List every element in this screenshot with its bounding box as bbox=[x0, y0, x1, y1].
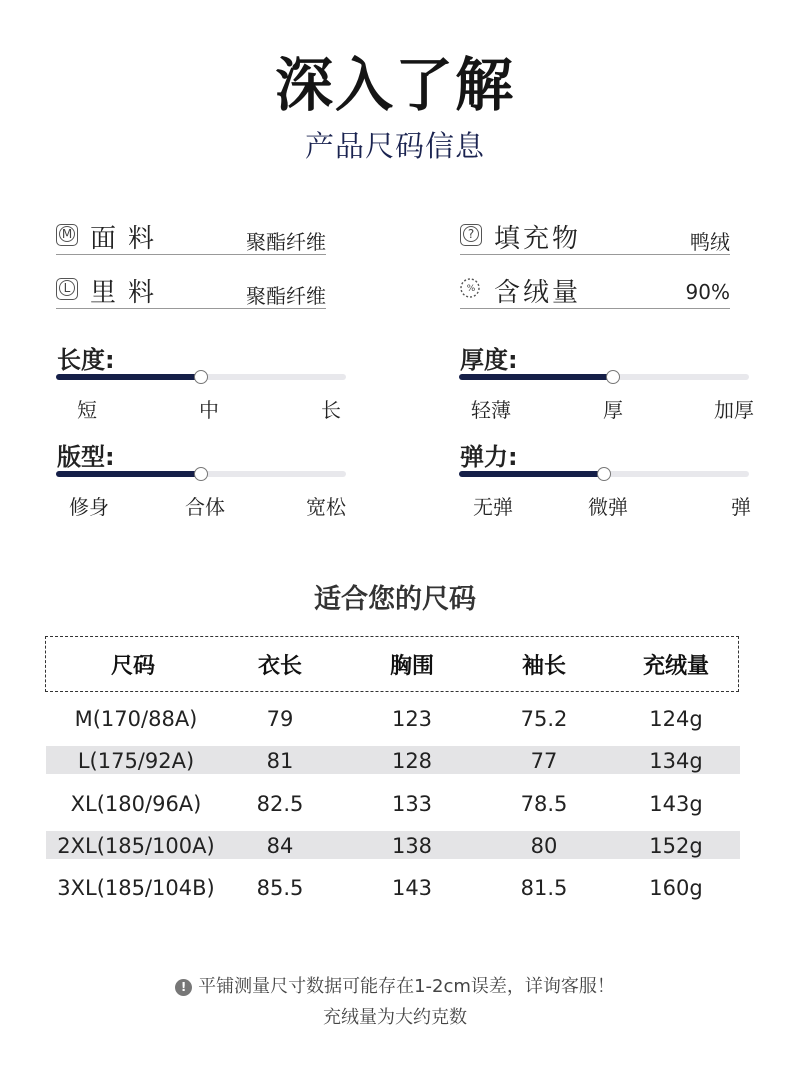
material-row-filling bbox=[460, 220, 730, 255]
slider-tick: 无弹 bbox=[473, 495, 513, 519]
slider-tick: 中 bbox=[199, 398, 219, 422]
table-header-cell: 尺码 bbox=[110, 654, 156, 679]
table-header-cell: 衣长 bbox=[257, 654, 303, 679]
slider-tick: 修身 bbox=[69, 495, 109, 519]
table-cell: 124g bbox=[649, 707, 703, 731]
material-value: 聚酯纤维 bbox=[246, 230, 326, 254]
table-row bbox=[46, 746, 740, 774]
l-badge-icon: L bbox=[56, 278, 78, 300]
table-cell: 81.5 bbox=[520, 876, 568, 900]
slider-tick: 宽松 bbox=[306, 495, 346, 519]
table-header-cell: 充绒量 bbox=[642, 654, 710, 679]
table-row bbox=[46, 873, 740, 901]
material-value: 聚酯纤维 bbox=[246, 284, 326, 308]
question-badge-icon: ? bbox=[460, 224, 482, 246]
m-badge-icon: M bbox=[56, 224, 78, 246]
size-table-header bbox=[45, 636, 739, 692]
table-cell: 133 bbox=[391, 792, 433, 816]
table-cell: XL(180/96A) bbox=[70, 792, 202, 816]
material-label: 含绒量 bbox=[494, 278, 582, 308]
percent-dial-icon: % bbox=[460, 278, 482, 300]
slider-tick: 弹 bbox=[731, 495, 751, 519]
material-label: 面料 bbox=[90, 224, 167, 254]
slider-tick: 轻薄 bbox=[471, 398, 511, 422]
slider-tick: 长 bbox=[321, 398, 341, 422]
page-subtitle: 产品尺码信息 bbox=[304, 129, 485, 163]
material-value: 鸭绒 bbox=[690, 230, 730, 254]
table-row bbox=[46, 704, 740, 732]
material-label: 里料 bbox=[90, 278, 167, 308]
table-cell: 160g bbox=[649, 876, 703, 900]
material-value: 90% bbox=[685, 280, 730, 304]
slider-fill bbox=[56, 471, 201, 477]
note-text: 平铺测量尺寸数据可能存在1-2cm误差，详询客服！ bbox=[198, 976, 615, 997]
table-header-cell: 袖长 bbox=[521, 654, 567, 679]
table-cell: 84 bbox=[266, 834, 294, 858]
material-row-shell bbox=[56, 220, 326, 255]
table-cell: L(175/92A) bbox=[77, 749, 195, 773]
slider-fill bbox=[56, 374, 201, 380]
table-cell: M(170/88A) bbox=[74, 707, 198, 731]
table-cell: 138 bbox=[391, 834, 433, 858]
table-cell: 77 bbox=[530, 749, 558, 773]
slider-tick: 合体 bbox=[185, 495, 225, 519]
table-cell: 152g bbox=[649, 834, 703, 858]
slider-tick: 短 bbox=[77, 398, 97, 422]
slider-title-length: 长度: bbox=[57, 346, 115, 374]
slider-elasticity bbox=[459, 471, 749, 477]
slider-knob bbox=[194, 467, 208, 481]
down-weight-note: 充绒量为大约克数 bbox=[323, 1007, 467, 1028]
exclamation-icon: ! bbox=[175, 979, 192, 996]
slider-knob bbox=[606, 370, 620, 384]
measurement-note bbox=[0, 972, 790, 998]
slider-knob bbox=[194, 370, 208, 384]
table-cell: 81 bbox=[266, 749, 294, 773]
slider-length bbox=[56, 374, 346, 380]
table-cell: 78.5 bbox=[520, 792, 568, 816]
slider-knob bbox=[597, 467, 611, 481]
slider-thickness bbox=[459, 374, 749, 380]
slider-fill bbox=[459, 471, 604, 477]
slider-tick: 微弹 bbox=[588, 495, 628, 519]
table-cell: 123 bbox=[391, 707, 433, 731]
table-cell: 85.5 bbox=[256, 876, 304, 900]
table-cell: 2XL(185/100A) bbox=[57, 834, 215, 858]
table-cell: 75.2 bbox=[520, 707, 568, 731]
table-row bbox=[46, 789, 740, 817]
slider-fit bbox=[56, 471, 346, 477]
page-title: 深入了解 bbox=[274, 51, 515, 119]
table-cell: 143g bbox=[649, 792, 703, 816]
slider-title-fit: 版型: bbox=[57, 443, 115, 471]
material-row-down-content bbox=[460, 274, 730, 309]
material-label: 填充物 bbox=[494, 224, 582, 254]
table-cell: 134g bbox=[649, 749, 703, 773]
slider-tick: 厚 bbox=[603, 398, 623, 422]
table-cell: 82.5 bbox=[256, 792, 304, 816]
table-row bbox=[46, 831, 740, 859]
slider-fill bbox=[459, 374, 613, 380]
slider-title-elasticity: 弹力: bbox=[460, 443, 518, 471]
slider-tick: 加厚 bbox=[714, 398, 754, 422]
slider-title-thickness: 厚度: bbox=[460, 346, 518, 374]
table-cell: 80 bbox=[530, 834, 558, 858]
table-cell: 143 bbox=[391, 876, 433, 900]
table-cell: 79 bbox=[266, 707, 294, 731]
material-row-lining bbox=[56, 274, 326, 309]
size-section-title: 适合您的尺码 bbox=[314, 584, 476, 615]
table-cell: 128 bbox=[391, 749, 433, 773]
table-cell: 3XL(185/104B) bbox=[57, 876, 215, 900]
table-header-cell: 胸围 bbox=[389, 654, 435, 679]
